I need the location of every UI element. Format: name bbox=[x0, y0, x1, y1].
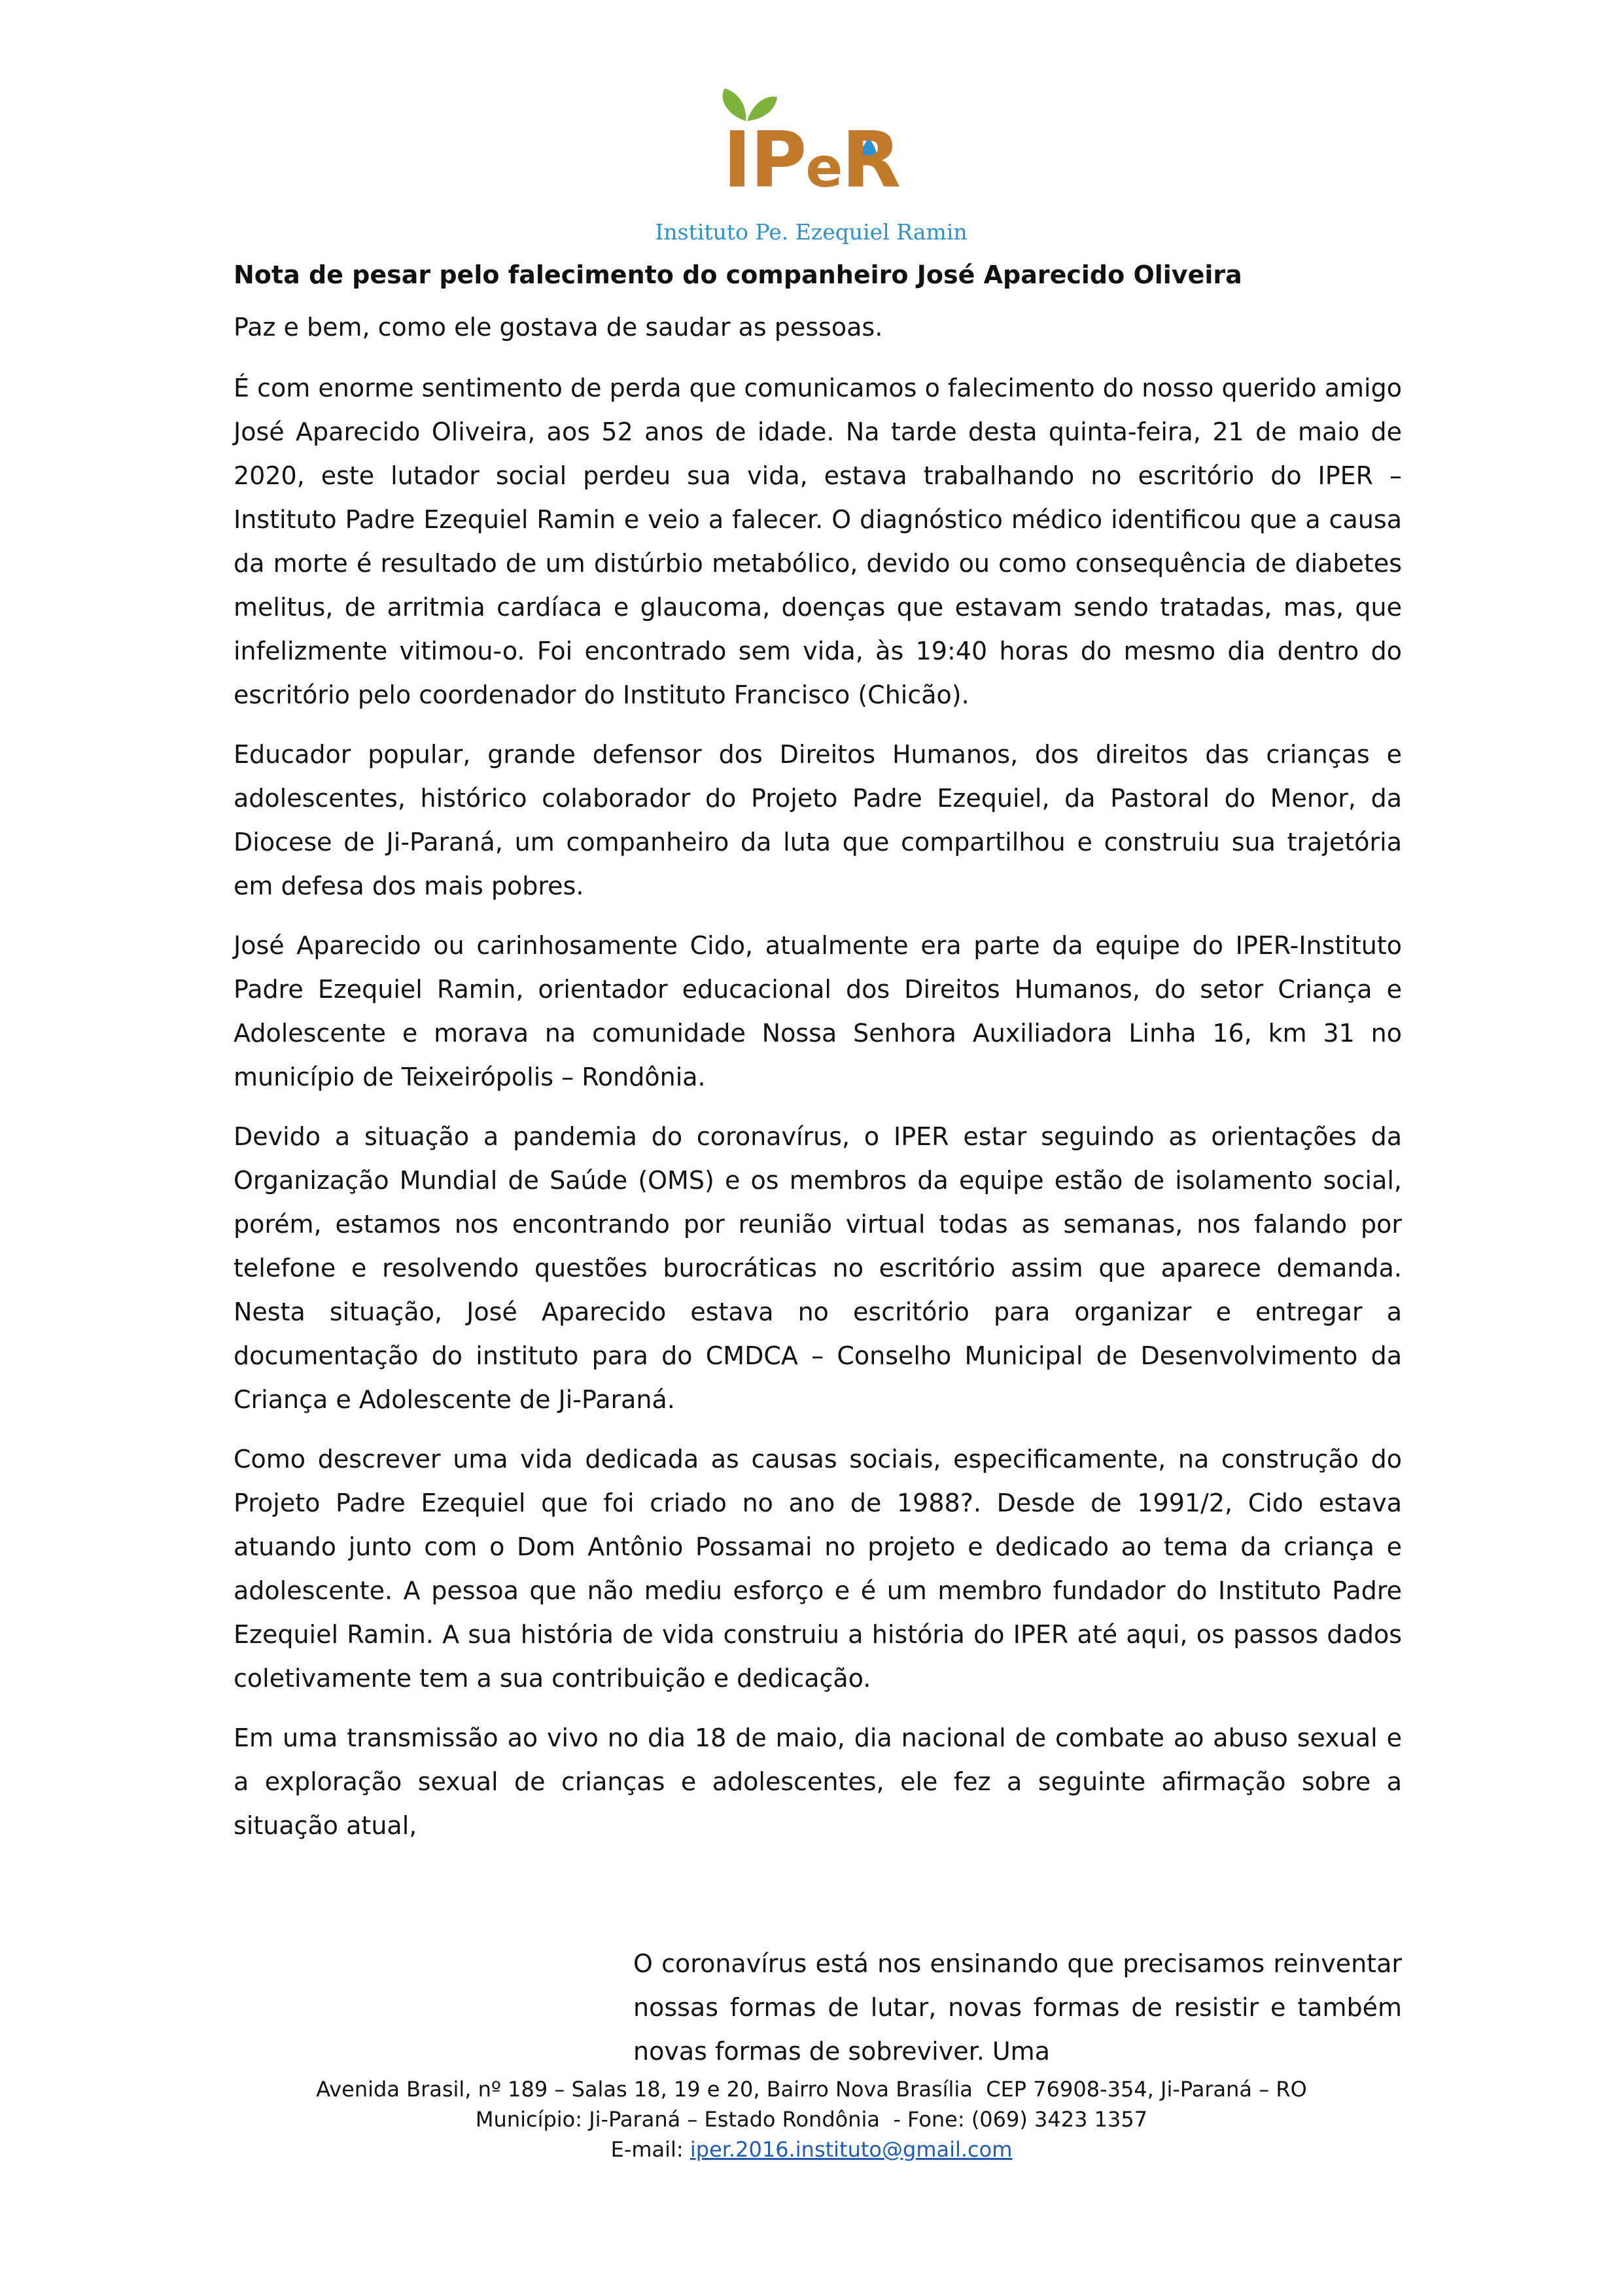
paragraph-educator: Educador popular, grande defensor dos Direitos Humanos, dos direitos das crianças e adolescentes, histórico colaborador do Projeto Padre Ezequiel, da Pastoral do Menor, da Diocese de Ji-Paraná, um companheiro da luta que compartilhou e construiu sua trajetória em defesa dos mais pobres. bbox=[234, 740, 1402, 900]
page-footer bbox=[0, 2074, 1623, 2164]
footer-municipality-phone: Município: Ji-Paraná – Estado Rondônia - Fone: (069) 3423 1357 bbox=[475, 2107, 1148, 2132]
paragraph-history: Como descrever uma vida dedicada as causas sociais, especificamente, na construção do Projeto Padre Ezequiel que foi criado no ano de 1988?. Desde de 1991/2, Cido estava atuando junto com o Dom Antônio Possamai no projeto e dedicado ao tema da criança e adolescente. A pessoa que não mediu esforço e é um membro fundador do Instituto Padre Ezequiel Ramin. A sua história de vida construiu a história do IPER até aqui, os passos dados coletivamente tem a sua contribuição e dedicação. bbox=[234, 1445, 1402, 1693]
footer-email-line bbox=[0, 2134, 1623, 2164]
iper-logo bbox=[648, 85, 975, 262]
letter-body bbox=[234, 259, 1402, 1863]
paragraph-announcement: É com enorme sentimento de perda que comunicamos o falecimento do nosso querido amigo José Aparecido Oliveira, aos 52 anos de idade. Na tarde desta quinta-feira, 21 de maio de 2020, este lutador social perdeu sua vida, estava trabalhando no escritório do IPER – Instituto Padre Ezequiel Ramin e veio a falecer. O diagnóstico médico identificou que a causa da morte é resultado de um distúrbio metabólico, devido ou como consequência de diabetes melitus, de arritmia cardíaca e glaucoma, doenças que estavam sendo tratadas, mas, que infelizmente vitimou-o. Foi encontrado sem vida, às 19:40 horas do mesmo dia dentro do escritório pelo coordenador do Instituto Francisco (Chicão). bbox=[234, 374, 1402, 709]
logo-wordmark: IPeR bbox=[723, 115, 900, 205]
footer-address: Avenida Brasil, nº 189 – Salas 18, 19 e 20, Bairro Nova Brasília CEP 76908-354, Ji-Paraná – RO bbox=[316, 2077, 1307, 2102]
paragraph-pandemic: Devido a situação a pandemia do coronavírus, o IPER estar seguindo as orientações da Organização Mundial de Saúde (OMS) e os membros da equipe estão de isolamento social, porém, estamos nos encontrando por reunião virtual todas as semanas, nos falando por telefone e resolvendo questões burocráticas no escritório assim que aparece demanda. Nesta situação, José Aparecido estava no escritório para organizar e entregar a documentação do instituto para do CMDCA – Conselho Municipal de Desenvolvimento da Criança e Adolescente de Ji-Paraná. bbox=[234, 1122, 1402, 1414]
paragraph-team-role: José Aparecido ou carinhosamente Cido, atualmente era parte da equipe do IPER-Instituto Padre Ezequiel Ramin, orientador educacional dos Direitos Humanos, do setor Criança e Adolescente e morava na comunidade Nossa Senhora Auxiliadora Linha 16, km 31 no município de Teixeirópolis – Rondônia. bbox=[234, 931, 1402, 1091]
logo-subtitle: Instituto Pe. Ezequiel Ramin bbox=[655, 219, 968, 245]
paragraph-livestream: Em uma transmissão ao vivo no dia 18 de maio, dia nacional de combate ao abuso sexual e a exploração sexual de crianças e adolescentes, ele fez a seguinte afirmação sobre a situação atual, bbox=[234, 1723, 1402, 1840]
document-title: Nota de pesar pelo falecimento do companheiro José Aparecido Oliveira bbox=[234, 260, 1242, 289]
paragraph-greeting: Paz e bem, como ele gostava de saudar as pessoas. bbox=[234, 313, 883, 342]
footer-email-label: E-mail: bbox=[610, 2137, 690, 2162]
email-link[interactable]: iper.2016.instituto@gmail.com bbox=[689, 2137, 1013, 2162]
block-quote: O coronavírus está nos ensinando que precisamos reinventar nossas formas de lutar, novas formas de resistir e também novas formas de sobreviver. Uma bbox=[633, 1949, 1402, 2066]
